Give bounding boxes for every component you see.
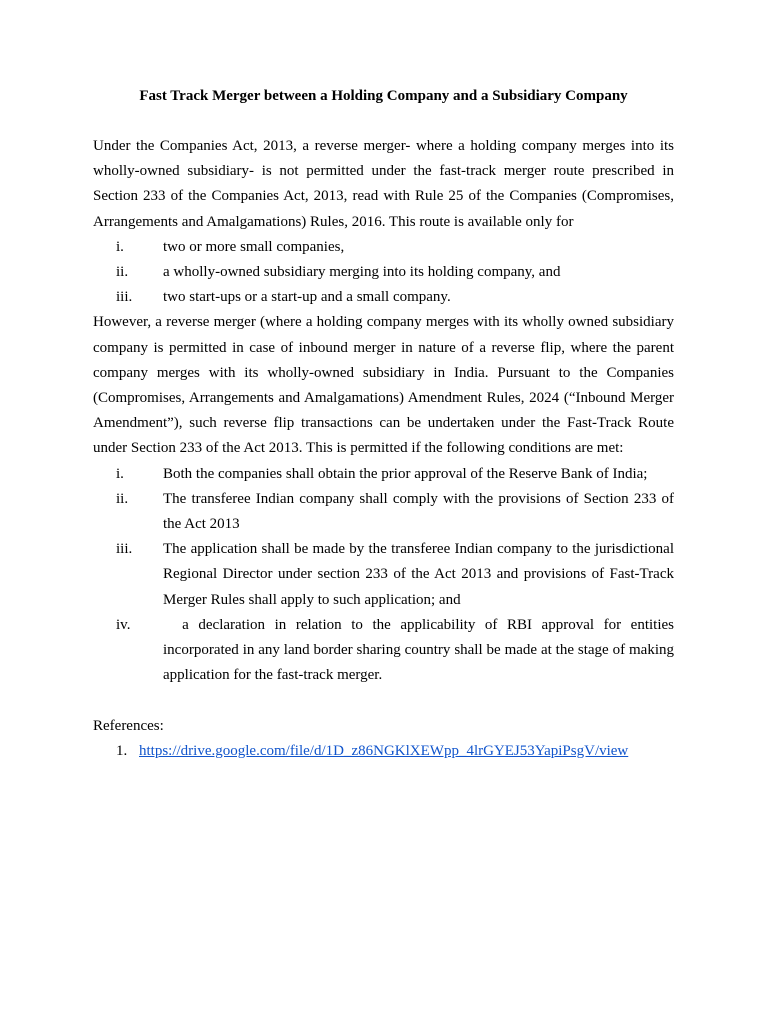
list-item-text: a declaration in relation to the applicability of RBI approval for entities incorporated in any land border sharing country shall be made at the stage of making application for the fast-track merger. <box>163 616 674 684</box>
list-item-number: iv. <box>116 616 131 633</box>
reference-number: 1. <box>116 742 128 759</box>
list-item <box>93 260 674 285</box>
document-title: Fast Track Merger between a Holding Company and a Subsidiary Company <box>139 88 628 104</box>
list-item-number: iii. <box>116 541 133 558</box>
list-item-text: Both the companies shall obtain the prior approval of the Reserve Bank of India; <box>163 465 648 482</box>
list-item-number: i. <box>116 465 124 482</box>
list-item-text: two or more small companies, <box>163 238 345 255</box>
list-item-number: iii. <box>116 289 133 306</box>
list-item-text: a wholly-owned subsidiary merging into its holding company, and <box>163 264 561 281</box>
list-item-text: The application shall be made by the transferee Indian company to the jurisdictional Regional Director under section 233 of the Act 2013 and provisions of Fast-Track Merger Rules shall apply to such application; and <box>163 541 674 608</box>
document-body <box>93 134 674 764</box>
list-item-number: ii. <box>116 490 129 507</box>
eligible-companies-list <box>93 235 674 311</box>
list-item <box>93 285 674 310</box>
references-heading: References: <box>93 717 164 734</box>
list-item <box>93 487 674 537</box>
list-item <box>93 235 674 260</box>
conditions-list <box>93 462 674 689</box>
list-item-text: two start-ups or a start-up and a small company. <box>163 289 451 306</box>
intro-paragraph: Under the Companies Act, 2013, a reverse merger- where a holding company merges into its wholly-owned subsidiary- is not permitted under the fast-track merger route prescribed in Section 233 of the Companies Act, 2013, read with Rule 25 of the Companies (Compromises, Arrangements and Amalgamations) Rules, 2016. This route is available only for <box>93 138 674 230</box>
reference-item <box>93 739 674 764</box>
reference-link[interactable]: https://drive.google.com/file/d/1D_z86NGKlXEWpp_4lrGYEJ53YapiPsgV/view <box>139 742 629 759</box>
reverse-flip-paragraph: However, a reverse merger (where a holding company merges with its wholly owned subsidiary company is permitted in case of inbound merger in nature of a reverse flip, where the parent company merges with its wholly-owned subsidiary in India. Pursuant to the Companies (Compromises, Arrangements and Amalgamations) Amendment Rules, 2024 (“Inbound Merger Amendment”), such reverse flip transactions can be undertaken under the Fast-Track Route under Section 233 of the Act 2013. This is permitted if the following conditions are met: <box>93 314 674 457</box>
list-item <box>93 537 674 613</box>
blank-line <box>93 688 674 713</box>
list-item-text: The transferee Indian company shall comply with the provisions of Section 233 of the Act 2013 <box>163 490 674 533</box>
list-item <box>93 613 674 689</box>
list-item <box>93 462 674 487</box>
list-item-number: ii. <box>116 264 129 281</box>
list-item-number: i. <box>116 238 124 255</box>
